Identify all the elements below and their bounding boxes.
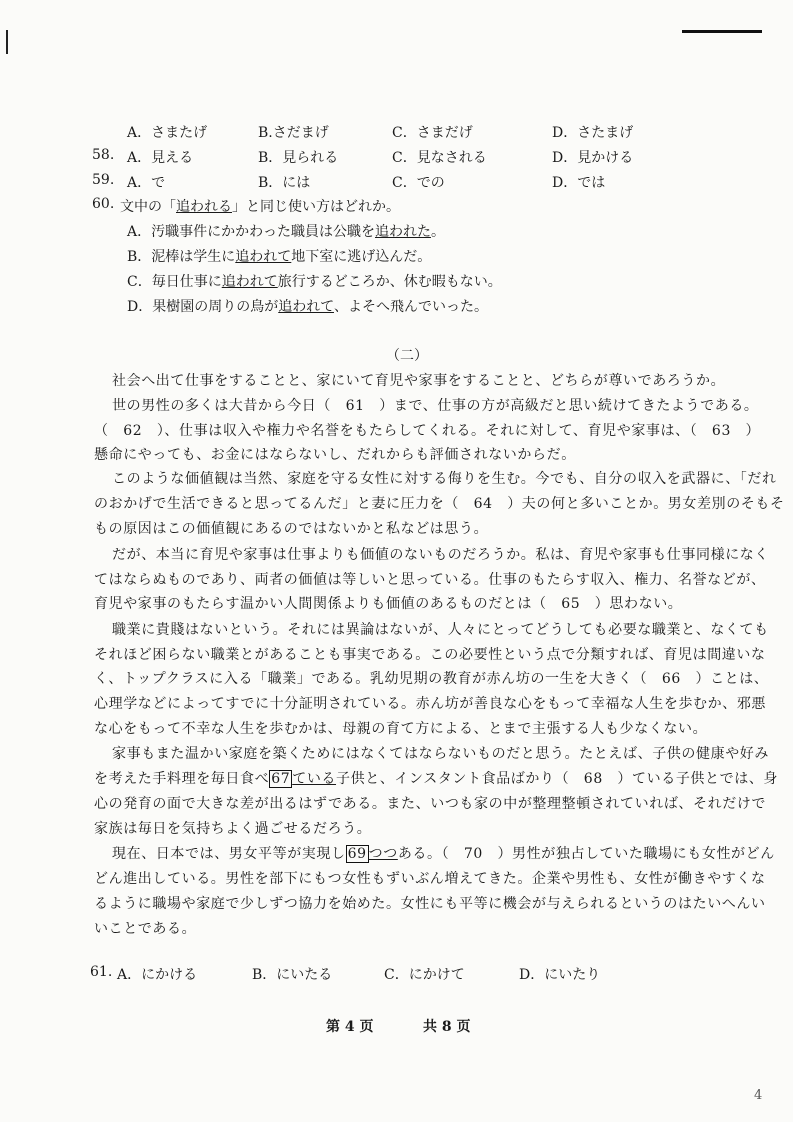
option-d: D．果樹園の周りの鳥が追われて、よそへ飛んでいった。 <box>127 299 488 315</box>
passage-line: このような価値観は当然、家庭を守る女性に対する侮りを生む。今でも、自分の収入を武器に、「だれ <box>112 471 777 487</box>
passage-line: 世の男性の多くは大昔から今日（ 61 ）まで、仕事の方が高級だと思い続けてきたようである。 <box>112 398 759 414</box>
blank-67-box: 67 <box>271 771 291 787</box>
option-d: D．さたまげ <box>552 125 634 141</box>
footer-page: 第 4 页 <box>326 1019 374 1035</box>
option-a: A．見える <box>127 150 194 166</box>
passage-line: な心をもって不幸な人生を歩むかは、母親の育て方による、とまで主張する人も少なくない。 <box>94 721 708 737</box>
section-title: （二） <box>386 348 428 364</box>
passage-line: 社会へ出て仕事をすることと、家にいて育児や家事をすることと、どちらが尊いであろうか。 <box>112 373 726 389</box>
top-rule <box>682 30 762 33</box>
option-a: A．汚職事件にかかわった職員は公職を追われた。 <box>127 224 445 240</box>
passage-line: 家事もまた温かい家庭を築くためにはなくてはならないものだと思う。たとえば、子供の健康や好み <box>112 746 769 762</box>
left-margin-mark <box>6 30 8 54</box>
passage-line-blank-67: を考えた手料理を毎日食べ 67 ている子供と、インスタント食品ばかり（ 68 ）ている子供とでは、身 <box>94 771 779 787</box>
passage-line: それほど困らない職業とがあることも事実である。この必要性という点で分類すれば、育児は間違いな <box>94 647 766 663</box>
question-number: 58. <box>92 147 115 163</box>
passage-line: 懸命にやっても、お金にはならないし、だれからも評価されないからだ。 <box>94 447 576 463</box>
passage-line: 心の発育の面で大きな差が出るはずである。また、いつも家の中が整理整頓されていれば、それだけで <box>94 796 767 812</box>
passage-line: 育児や家事のもたらす温かい人間関係よりも価値のあるものだとは（ 65 ）思わない。 <box>94 596 683 612</box>
passage-line: るように職場や家庭で少しずつ協力を始めた。女性にも平等に機会が与えられるというのはたいへんい <box>94 896 766 912</box>
option-b: B．には <box>258 175 311 191</box>
footer-total: 共 8 页 <box>423 1019 471 1035</box>
passage-line: いことである。 <box>94 921 197 937</box>
passage-line: く、トップクラスに入る「職業」である。乳幼児期の教育が赤ん坊の一生を大きく（ 66 ）ことは、 <box>94 671 769 687</box>
blank-69-box: 69 <box>347 846 367 862</box>
passage-line: 職業に貴賤はないという。それには異論はないが、人々にとってどうしても必要な職業と、なくても <box>112 622 769 638</box>
option-a: A．にかける <box>117 967 198 983</box>
option-c: C．毎日仕事に追われて旅行するどころか、休む暇もない。 <box>127 274 502 290</box>
option-b: B．にいたる <box>252 967 333 983</box>
question-prompt: 文中の「追われる」と同じ使い方はどれか。 <box>120 199 400 215</box>
option-a: A．さまたげ <box>127 125 208 141</box>
passage-line: もの原因はこの価値観にあるのではないかと私などは思う。 <box>94 521 489 537</box>
option-c: C．にかけて <box>384 967 465 983</box>
option-a: A．で <box>127 175 166 191</box>
option-d: D．にいたり <box>519 967 601 983</box>
passage-line: 家族は毎日を気持ちよく過ごせるだろう。 <box>94 821 372 837</box>
option-c: C．さまだげ <box>392 125 473 141</box>
question-number: 59. <box>92 172 115 188</box>
passage-line: （ 62 ）、仕事は収入や権力や名誉をもたらしてくれる。それに対して、育児や家事は、（ 63 ） <box>94 423 761 439</box>
option-c: C．での <box>392 175 445 191</box>
option-d: D．では <box>552 175 606 191</box>
question-number: 61. <box>90 964 113 980</box>
option-d: D．見かける <box>552 150 634 166</box>
passage-line: てはならぬものであり、両者の価値は等しいと思っている。仕事のもたらす収入、権力、名誉などが、 <box>94 572 766 588</box>
passage-line-blank-69: 現在、日本では、男女平等が実現し 69 つつある。（ 70 ）男性が独占していた職場にも女性がどん <box>112 846 775 862</box>
corner-page-number: 4 <box>754 1088 763 1103</box>
passage-line: のおかげで生活できると思ってるんだ」と妻に圧力を（ 64 ）夫の何と多いことか。男女差別のそもそ <box>94 496 785 512</box>
option-c: C．見なされる <box>392 150 487 166</box>
passage-line: だが、本当に育児や家事は仕事よりも価値のないものだろうか。私は、育児や家事も仕事同様になく <box>112 547 769 563</box>
option-b: B．泥棒は学生に追われて地下室に逃げ込んだ。 <box>127 249 432 265</box>
option-b: B.さだまげ <box>258 125 329 141</box>
passage-line: どん進出している。男性を部下にもつ女性もずいぶん増えてきた。企業や男性も、女性が働きやすくな <box>94 871 766 887</box>
question-number: 60. <box>92 196 115 212</box>
option-b: B．見られる <box>258 150 339 166</box>
passage-line: 心理学などによってすでに十分証明されている。赤ん坊が善良な心をもって幸福な人生を歩むか、邪悪 <box>94 696 767 712</box>
